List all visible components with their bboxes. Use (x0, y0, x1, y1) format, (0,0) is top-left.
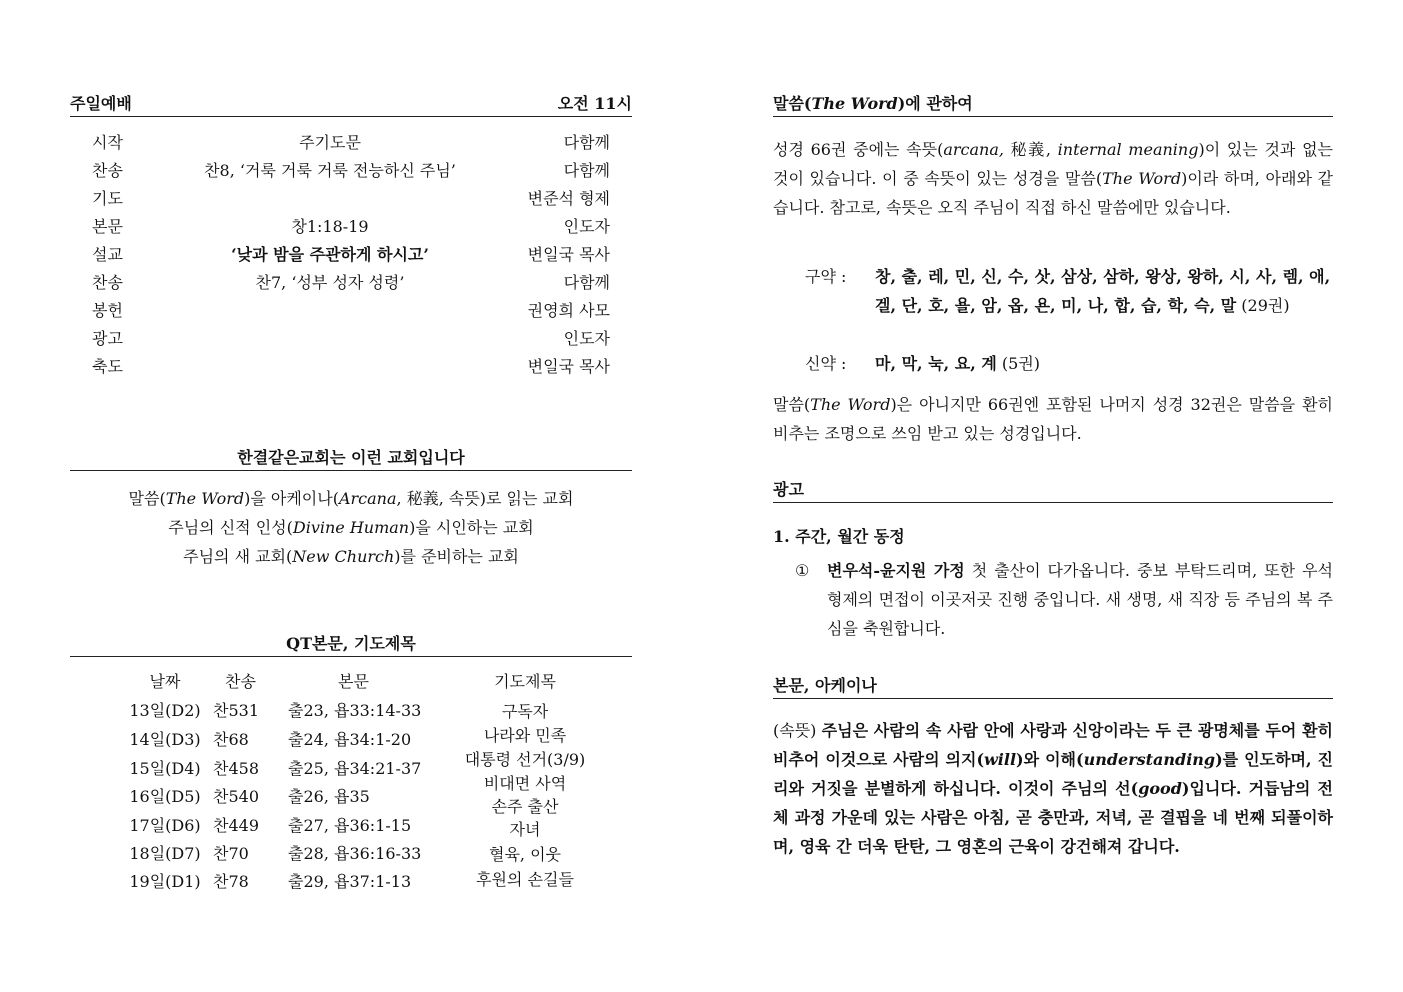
qt-prayer-item: 구독자 (501, 702, 549, 721)
text-segment: arcana, (943, 140, 1004, 159)
order-content: 창1:18-19 (291, 217, 369, 236)
text-segment: The Word (1102, 169, 1182, 188)
text-segment: will (984, 750, 1017, 769)
text-segment: (속뜻) (773, 721, 822, 740)
order-row (70, 213, 610, 241)
text-segment: The Word (811, 94, 898, 113)
qt-col-date: 날짜 (149, 672, 181, 691)
text-segment: 주님의 신적 인성( (168, 518, 293, 537)
word-header (773, 92, 1333, 117)
order-item: 봉헌 (92, 301, 123, 320)
qt-prayer-item: 대통령 선거(3/9) (464, 750, 586, 769)
identity-line (70, 542, 632, 571)
qt-prayer-item: 후원의 손길들 (476, 870, 574, 889)
circled-number: ① (795, 561, 810, 580)
worship-header (70, 92, 632, 117)
nt-label: 신약 : (805, 354, 847, 373)
order-item: 설교 (92, 245, 123, 264)
qt-date: 17일(D6) (129, 816, 201, 835)
order-item: 본문 (92, 217, 123, 236)
text-segment: )와 이해( (1016, 750, 1084, 769)
qt-hymn: 찬458 (213, 759, 259, 778)
text-segment: 말씀( (128, 489, 166, 508)
qt-prayer-item: 자녀 (509, 820, 541, 839)
notice-item-title: 1. 주간, 월간 동정 (773, 527, 905, 546)
text-segment: 마, 막, 눅, 요, 계 (875, 354, 997, 373)
left-page (70, 0, 632, 992)
text-segment: )을 아케이나( (244, 489, 339, 508)
text-segment: 변우석-윤지원 가정 (827, 561, 965, 580)
notice-item (773, 522, 1333, 551)
order-row (70, 269, 610, 297)
qt-text: 출24, 욥34:1-20 (288, 730, 412, 749)
order-row (70, 353, 610, 381)
qt-title: QT본문, 기도제목 (286, 634, 416, 653)
text-segment: understanding (1083, 750, 1216, 769)
order-content: 찬7, ‘성부 성자 성령’ (255, 273, 405, 292)
order-leader: 다함께 (563, 161, 610, 180)
qt-hymn: 찬531 (213, 701, 259, 720)
text-segment: )은 아니지만 66권엔 포함된 나머지 성경 32권은 말씀을 환히 비추는 조명으로 쓰임 받고 있는 성경입니다. (773, 395, 1333, 443)
arcana-header (773, 674, 1333, 699)
qt-text: 출26, 욥35 (288, 787, 370, 806)
order-row (70, 241, 610, 269)
identity-line (70, 484, 632, 513)
qt-col-text: 본문 (338, 672, 369, 691)
worship-title: 주일예배 (70, 94, 132, 113)
ot-books (875, 262, 1335, 320)
qt-hymn: 찬70 (213, 844, 249, 863)
text-segment: )이라 하며, 아래와 같습니다. 참고로, 속뜻은 오직 주님이 직접 하신 말씀에만 있습니다. (773, 169, 1334, 217)
qt-date: 16일(D5) (129, 787, 201, 806)
notice-subitem-text (827, 556, 1333, 643)
notice-title: 광고 (773, 480, 804, 499)
text-segment: )을 시인하는 교회 (409, 518, 534, 537)
text-segment: )이 있는 것과 없는 것이 있습니다. 이 중 속뜻이 있는 성경을 말씀( (773, 140, 1333, 188)
qt-text: 출25, 욥34:21-37 (288, 759, 422, 778)
order-item: 광고 (92, 329, 123, 348)
text-segment: 말씀( (773, 94, 812, 113)
text-segment: 창, 출, 레, 민, 신, 수, 삿, 삼상, 삼하, 왕상, 왕하, 시, 사, 렘, 애, 겔, 단, 호, 욜, 암, 옵, 욘, 미, 나, 합, 습, 학, 슥, 말 (875, 267, 1331, 315)
text-segment: (5권) (996, 354, 1041, 373)
qt-date: 19일(D1) (129, 872, 201, 891)
text-segment: internal meaning (1057, 140, 1199, 159)
order-leader: 변일국 목사 (527, 357, 610, 376)
qt-text: 출27, 욥36:1-15 (288, 816, 412, 835)
qt-date: 18일(D7) (129, 844, 201, 863)
sermon-title: ‘낮과 밤을 주관하게 하시고’ (231, 245, 429, 264)
qt-table-header (70, 668, 632, 696)
worship-time: 오전 11시 (557, 94, 632, 113)
text-segment: )를 인도하며, 진리와 거짓을 분별하게 하십니다. 이것이 주님의 선( (773, 750, 1333, 798)
qt-text: 출23, 욥33:14-33 (288, 701, 422, 720)
word-paragraph-1 (773, 135, 1333, 222)
text-segment: Divine Human (292, 518, 410, 537)
text-segment: 주님의 새 교회( (183, 547, 293, 566)
order-leader: 다함께 (563, 133, 610, 152)
qt-hymn: 찬78 (213, 872, 249, 891)
text-segment: Arcana (338, 489, 397, 508)
text-segment: The Word (165, 489, 245, 508)
qt-prayer-item: 비대면 사역 (483, 774, 567, 793)
qt-hymn: 찬68 (213, 730, 249, 749)
text-segment: The Word (810, 395, 891, 414)
order-leader: 다함께 (563, 273, 610, 292)
text-segment: New Church (292, 547, 395, 566)
qt-col-prayer: 기도제목 (494, 672, 556, 691)
order-leader: 인도자 (563, 217, 610, 236)
text-segment: , 秘義, 속뜻)로 읽는 교회 (396, 489, 574, 508)
text-segment: good (1138, 779, 1182, 798)
order-row (70, 185, 610, 213)
text-segment: 秘義, (1003, 140, 1058, 159)
qt-prayer-item: 손주 출산 (491, 797, 559, 816)
text-segment: 성경 66권 중에는 속뜻( (773, 140, 944, 159)
order-item: 기도 (92, 189, 123, 208)
order-content: 찬8, ‘거룩 거룩 거룩 전능하신 주님’ (204, 161, 456, 180)
order-row (70, 297, 610, 325)
text-segment: 말씀( (773, 395, 811, 414)
order-row (70, 129, 610, 157)
text-segment: )입니다. 거듭남의 전체 과정 가운데 있는 사람은 아침, 곧 충만과, 저녁, 곧 결핍을 네 번째 되풀이하며, 영육 간 더욱 탄탄, 그 영혼의 근육이 강건해져 갑니다. (773, 779, 1333, 856)
qt-header (70, 632, 632, 657)
qt-prayer-item: 혈육, 이웃 (489, 845, 561, 864)
arcana-title: 본문, 아케이나 (773, 676, 877, 695)
identity-header (70, 446, 632, 471)
order-row (70, 325, 610, 353)
text-segment: )를 준비하는 교회 (394, 547, 519, 566)
qt-text: 출29, 욥37:1-13 (288, 872, 412, 891)
identity-line (70, 513, 632, 542)
right-page (773, 0, 1333, 992)
order-item: 찬송 (92, 161, 123, 180)
qt-hymn: 찬540 (213, 787, 259, 806)
nt-books (875, 349, 1335, 378)
ot-label: 구약 : (805, 267, 847, 286)
text-segment: (29권) (1236, 296, 1290, 315)
order-row (70, 157, 610, 185)
identity-title: 한결같은교회는 이런 교회입니다 (237, 448, 465, 467)
text-segment: )에 관하여 (897, 94, 973, 113)
text-segment: 첫 출산이 다가옵니다. 중보 부탁드리며, 또한 우석 형제의 면접이 이곳저곳 진행 중입니다. 새 생명, 새 직장 등 주님의 복 주심을 축원합니다. (827, 561, 1333, 638)
qt-date: 15일(D4) (129, 759, 201, 778)
qt-hymn: 찬449 (213, 816, 259, 835)
qt-text: 출28, 욥36:16-33 (288, 844, 422, 863)
order-leader: 인도자 (563, 329, 610, 348)
qt-date: 13일(D2) (129, 701, 201, 720)
order-leader: 권영희 사모 (527, 301, 610, 320)
qt-col-hymn: 찬송 (225, 672, 256, 691)
order-item: 시작 (92, 133, 123, 152)
order-item: 축도 (92, 357, 123, 376)
text-segment: 주님은 사람의 속 사람 안에 사랑과 신앙이라는 두 큰 광명체를 두어 환히 비추어 이것으로 사람의 의지( (773, 721, 1334, 769)
notice-header (773, 478, 1333, 503)
order-content: 주기도문 (299, 133, 361, 152)
qt-prayer-item: 나라와 민족 (483, 726, 567, 745)
order-leader: 변준석 형제 (527, 189, 610, 208)
order-leader: 변일국 목사 (527, 245, 610, 264)
order-item: 찬송 (92, 273, 123, 292)
arcana-paragraph (773, 716, 1333, 861)
word-paragraph-2 (773, 390, 1333, 448)
qt-date: 14일(D3) (129, 730, 201, 749)
